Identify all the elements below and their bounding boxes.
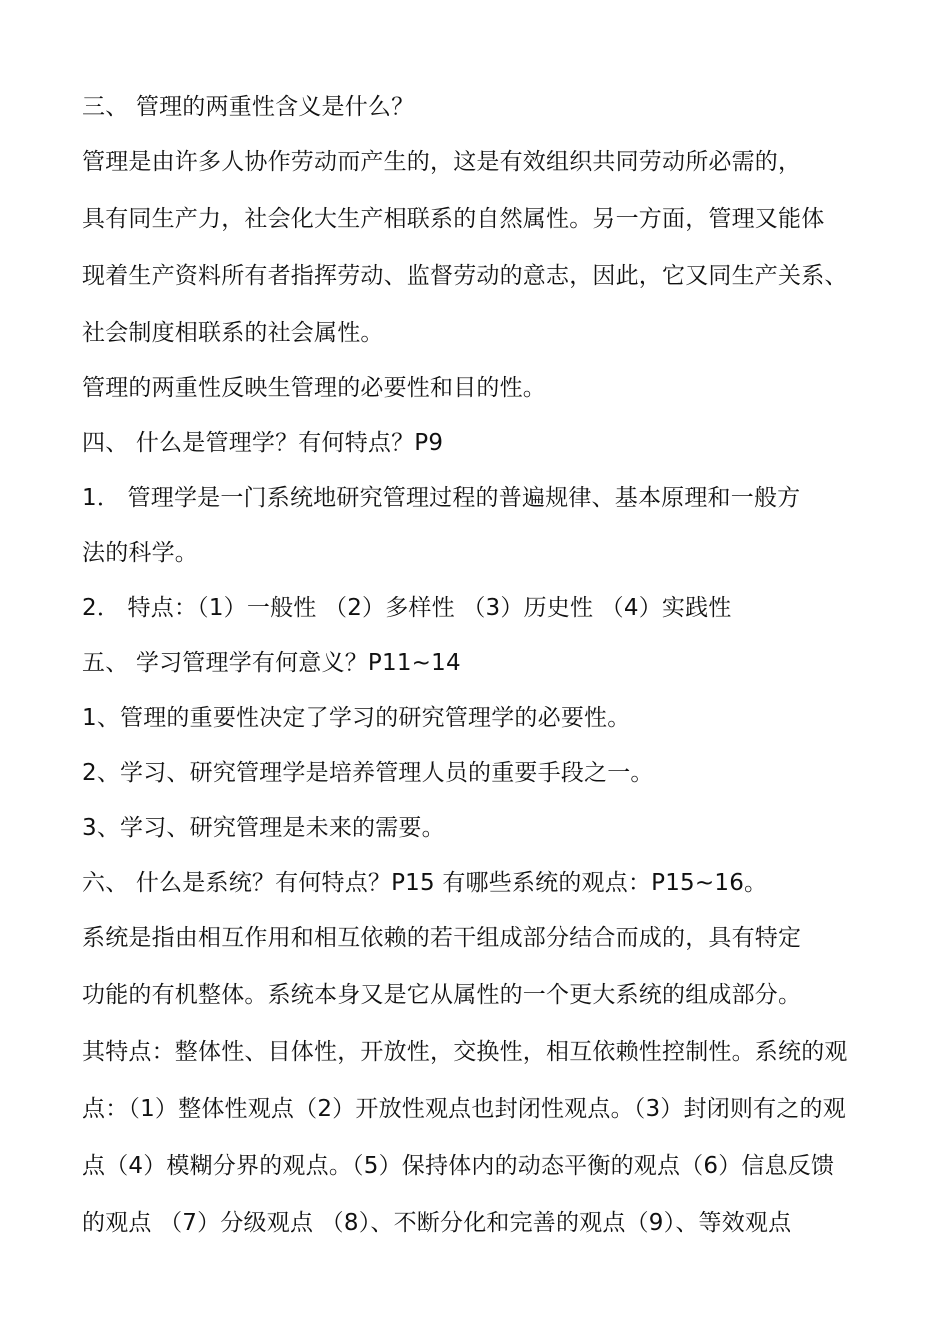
paragraph-line: 系统是指由相互作用和相互依赖的若干组成部分结合而成的，具有特定 [82, 925, 802, 951]
paragraph-line: 点（4）模糊分界的观点。（5）保持体内的动态平衡的观点（6）信息反馈 [82, 1153, 835, 1179]
paragraph-line: 点：（1）整体性观点（2）开放性观点也封闭性观点。（3）封闭则有之的观 [82, 1096, 846, 1122]
heading-3: 三、 管理的两重性含义是什么？ [82, 94, 415, 120]
list-item: 2． 特点：（1）一般性 （2）多样性 （3）历史性 （4）实践性 [82, 595, 732, 621]
heading-5: 五、 学习管理学有何意义？P11~14 [82, 650, 461, 676]
paragraph-line: 社会制度相联系的社会属性。 [82, 320, 384, 346]
list-item: 1、管理的重要性决定了学习的研究管理学的必要性。 [82, 705, 631, 731]
list-item: 2、学习、研究管理学是培养管理人员的重要手段之一。 [82, 760, 654, 786]
list-item: 3、学习、研究管理是未来的需要。 [82, 815, 445, 841]
paragraph-line: 功能的有机整体。系统本身又是它从属性的一个更大系统的组成部分。 [82, 982, 802, 1008]
paragraph-line: 其特点：整体性、目体性，开放性，交换性，相互依赖性控制性。系统的观 [82, 1039, 848, 1065]
paragraph-line: 现着生产资料所有者指挥劳动、监督劳动的意志，因此，它又同生产关系、 [82, 263, 848, 289]
paragraph-line: 具有同生产力，社会化大生产相联系的自然属性。另一方面，管理又能体 [82, 206, 825, 232]
paragraph-line: 法的科学。 [82, 540, 198, 566]
heading-4: 四、 什么是管理学？有何特点？P9 [82, 430, 444, 456]
paragraph-line: 管理的两重性反映生管理的必要性和目的性。 [82, 375, 546, 401]
list-item: 1． 管理学是一门系统地研究管理过程的普遍规律、基本原理和一般方 [82, 485, 801, 511]
heading-6: 六、 什么是系统？有何特点？P15 有哪些系统的观点：P15~16。 [82, 870, 768, 896]
paragraph-line: 管理是由许多人协作劳动而产生的，这是有效组织共同劳动所必需的， [82, 149, 802, 175]
paragraph-line: 的观点 （7）分级观点 （8）、不断分化和完善的观点（9）、等效观点 [82, 1210, 792, 1236]
